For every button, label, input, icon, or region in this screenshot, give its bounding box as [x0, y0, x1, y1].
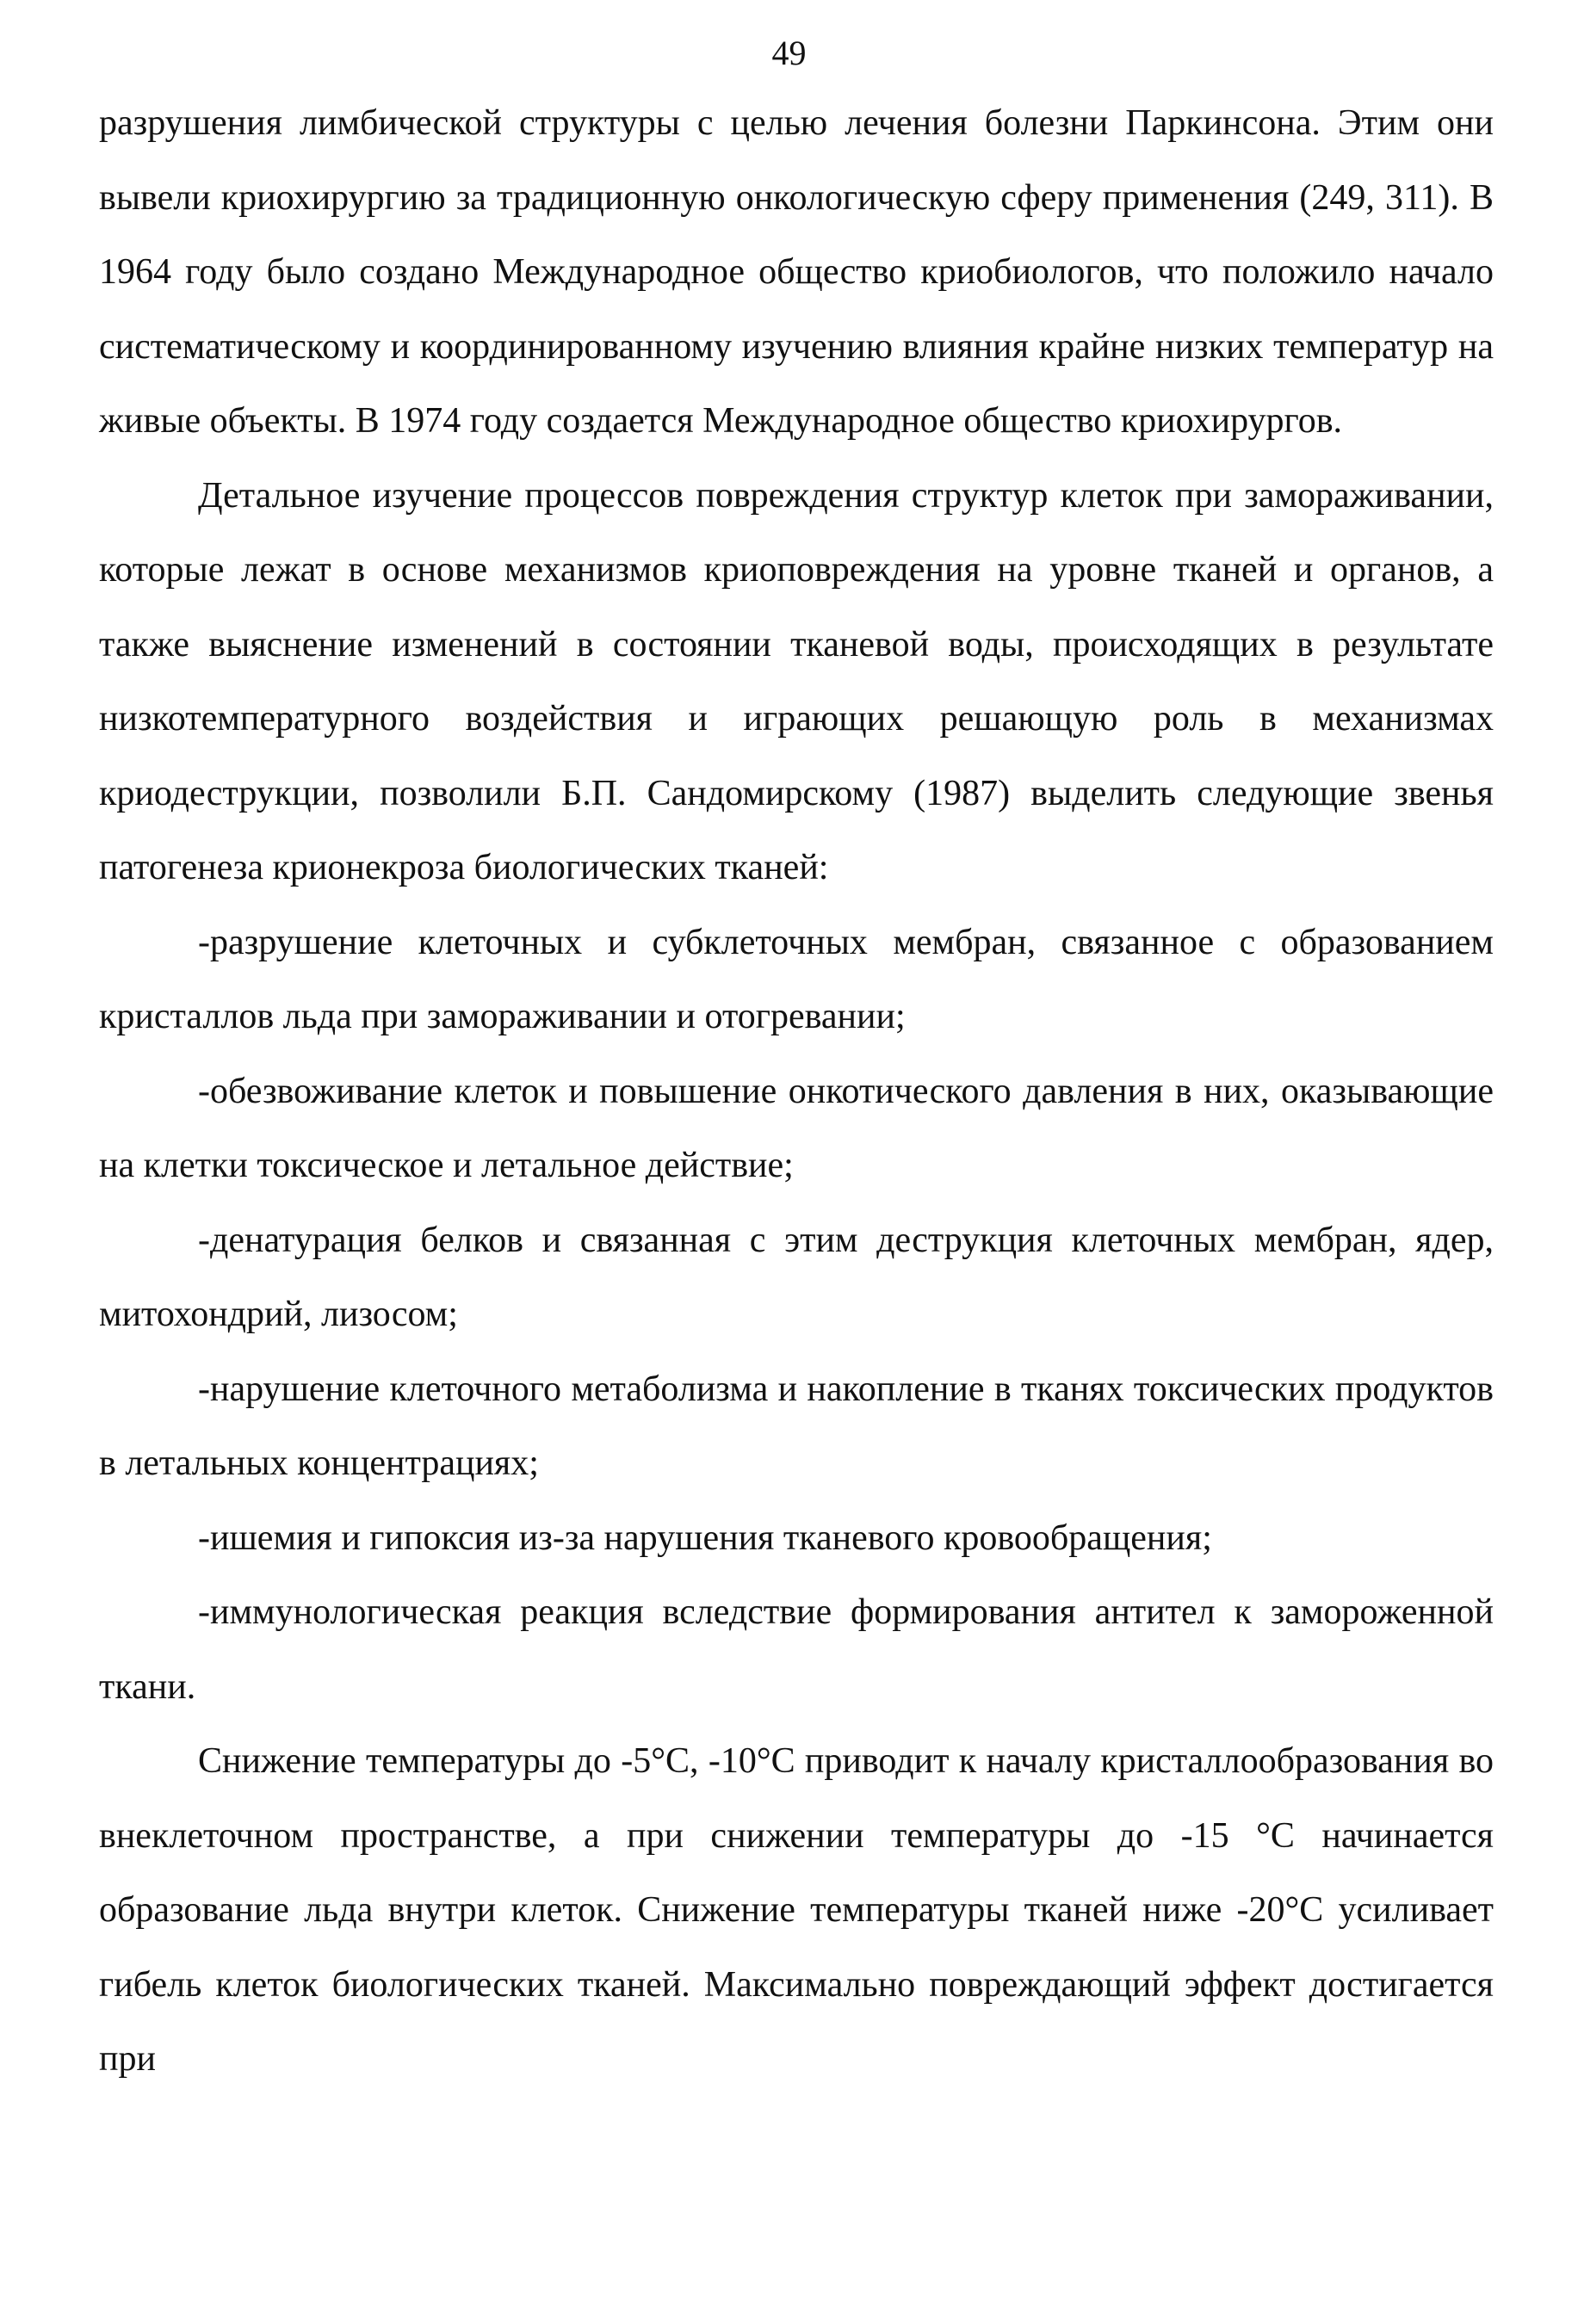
body-text — [99, 86, 1494, 2097]
list-item: -иммунологическая реакция вследствие формирования антител к замороженной ткани. — [99, 1592, 1494, 1707]
pathogenesis-list — [99, 905, 1494, 1725]
list-item: -обезвоживание клеток и повышение онкотического давления в них, оказывающие на клетки токсическое и летальное действие; — [99, 1071, 1494, 1185]
list-item: -разрушение клеточных и субклеточных мембран, связанное с образованием кристаллов льда при замораживании и отогревании; — [99, 922, 1494, 1036]
page-number: 49 — [771, 34, 807, 72]
list-item: -денатурация белков и связанная с этим деструкция клеточных мембран, ядер, митохондрий, лизосом; — [99, 1220, 1494, 1334]
paragraph-temperature-effects: Снижение температуры до -5°C, -10°C приводит к началу кристаллообразования во внеклеточном пространстве, а при снижении температуры до -15 °C начинается образование льда внутри клеток. Снижение температуры тканей ниже -20°C усиливает гибель клеток биологических тканей. Максимально повреждающий эффект достигается при — [99, 1741, 1494, 2079]
list-item: -нарушение клеточного метаболизма и накопление в тканях токсических продуктов в летальных концентрациях; — [99, 1369, 1494, 1483]
paragraph-pathogenesis-intro: Детальное изучение процессов повреждения структур клеток при замораживании, которые лежат в основе механизмов криоповреждения на уровне тканей и органов, а также выяснение изменений в состоянии тканевой воды, происходящих в результате низкотемпературного воздействия и играющих решающую роль в механизмах криодеструкции, позволили Б.П. Сандомирскому (1987) выделить следующие звенья патогенеза крионекроза биологических тканей: — [99, 475, 1494, 887]
list-item: -ишемия и гипоксия из-за нарушения тканевого кровообращения; — [198, 1517, 1212, 1558]
paragraph-history: разрушения лимбической структуры с целью лечения болезни Паркинсона. Этим они вывели криохирургию за традиционную онкологическую сферу применения (249, 311). В 1964 году было создано Международное общество криобиологов, что положило начало систематическому и координированному изучению влияния крайне низких температур на живые объекты. В 1974 году создается Международное общество криохирургов. — [99, 103, 1494, 441]
